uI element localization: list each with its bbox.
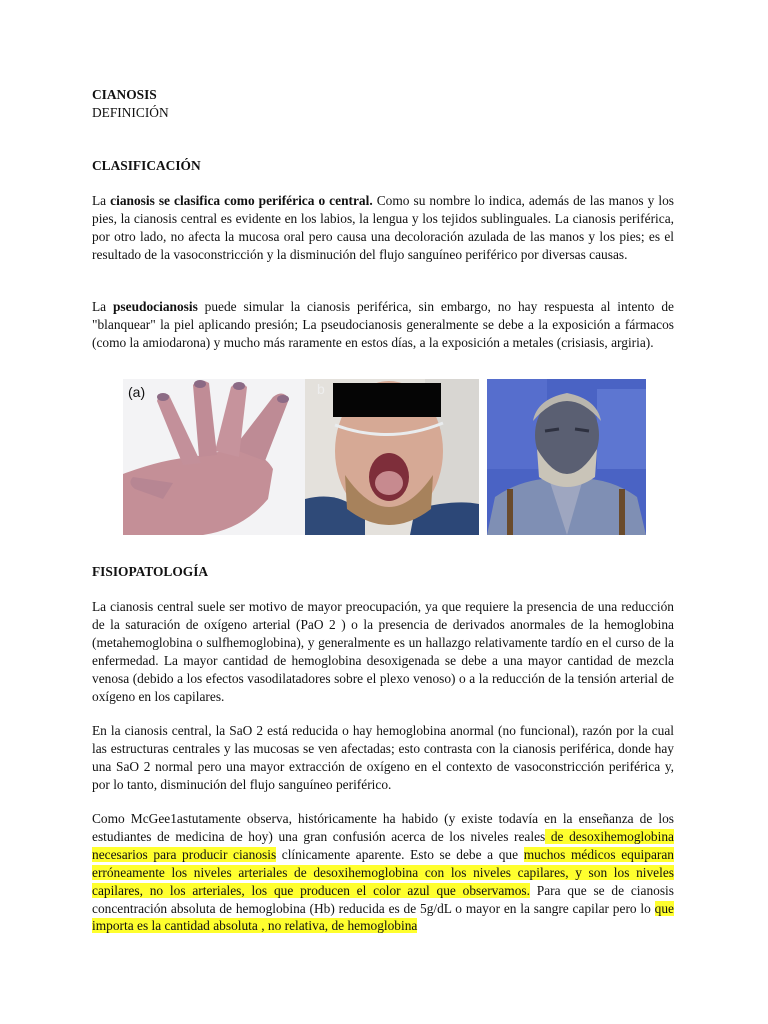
panel-label-b: b: [317, 381, 325, 397]
paragraph-text: Como McGee1astutamente observa, históricamente ha habido (y existe todavía en la enseñanza de los estudiantes de medicina de hoy) una gran confusión acerca de los niveles reales: [92, 811, 674, 844]
fisiopatologia-paragraph-3: [92, 810, 674, 935]
clasificacion-paragraph-1: [92, 192, 674, 264]
face-photo: [305, 379, 479, 535]
paragraph-text: La: [92, 193, 111, 208]
bold-phrase: cianosis se clasifica como periférica o central.: [110, 193, 373, 208]
clasificacion-heading: CLASIFICACIÓN: [92, 158, 201, 173]
paragraph-text: Como su nombre lo indica, además de las manos y los pies, la cianosis central es evidente en los labios, la lengua y los tejidos sublinguales. La cianosis periférica, por otro lado, no afecta la mucosa oral pero causa una decoloración azulada de las manos y los pies; es el resultado de la vasoconstricción y la disminución del flujo sanguíneo periférico por diversas causas.: [92, 193, 674, 262]
hand-photo: [123, 379, 305, 535]
highlighted-text: de desoxihemoglobina necesarios para producir cianosis: [92, 828, 674, 862]
highlighted-text: muchos médicos equiparan erróneamente los niveles arteriales de desoxihemoglobina con los niveles capilares, y son los niveles capilares, no los arteriales, los que producen el color azul que observamos.: [92, 846, 674, 898]
document-title: CIANOSIS: [92, 87, 157, 102]
fisiopatologia-heading: FISIOPATOLOGÍA: [92, 564, 209, 579]
argyria-photo: [487, 379, 646, 535]
cyanosis-figure: [123, 379, 646, 535]
highlighted-text: que importa es la cantidad absoluta , no relativa, de hemoglobina: [92, 900, 674, 934]
paragraph-text: puede simular la cianosis periférica, sin embargo, no hay respuesta al intento de "blanquear" la piel aplicando presión; La pseudocianosis generalmente se debe a la exposición a fármacos (como la amiodarona) y mucho más raramente en estos días, a la exposición a metales (crisiasis, argiria).: [92, 299, 674, 350]
bold-term: pseudocianosis: [112, 299, 198, 314]
definition-heading: DEFINICIÓN: [92, 105, 169, 120]
clasificacion-paragraph-2: [92, 298, 674, 352]
paragraph-text: La: [92, 299, 113, 314]
paragraph-text: clínicamente aparente. Esto se debe a que: [276, 846, 524, 862]
fisiopatologia-paragraph-2: En la cianosis central, la SaO 2 está reducida o hay hemoglobina anormal (no funcional), razón por la cual las estructuras centrales y las mucosas se ven afectadas; esto contrasta con la cianosis periférica, donde hay una SaO 2 normal pero una mayor extracción de oxígeno en el contexto de vasoconstricción periférica y, por lo tanto, disminución del flujo sanguíneo periférico.: [92, 723, 674, 792]
panel-label-a: (a): [128, 384, 146, 400]
paragraph-text: Para que se de cianosis concentración absoluta de hemoglobina (Hb) reducida es de 5g/dL o mayor en la sangre capilar pero lo: [92, 882, 674, 916]
fisiopatologia-paragraph-1: La cianosis central suele ser motivo de mayor preocupación, ya que requiere la presencia de una reducción de la saturación de oxígeno arterial (PaO 2 ) o la presencia de derivados anormales de la hemoglobina (metahemoglobina o sulfhemoglobina), y generalmente es un hallazgo relativamente tardío en el curso de la enfermedad. La mayor cantidad de hemoglobina desoxigenada se debe a una mayor cantidad de mezcla venosa (debido a los efectos vasodilatadores sobre el plexo venoso) o a la reducción de la tensión arterial de oxígeno en los capilares.: [92, 599, 674, 704]
